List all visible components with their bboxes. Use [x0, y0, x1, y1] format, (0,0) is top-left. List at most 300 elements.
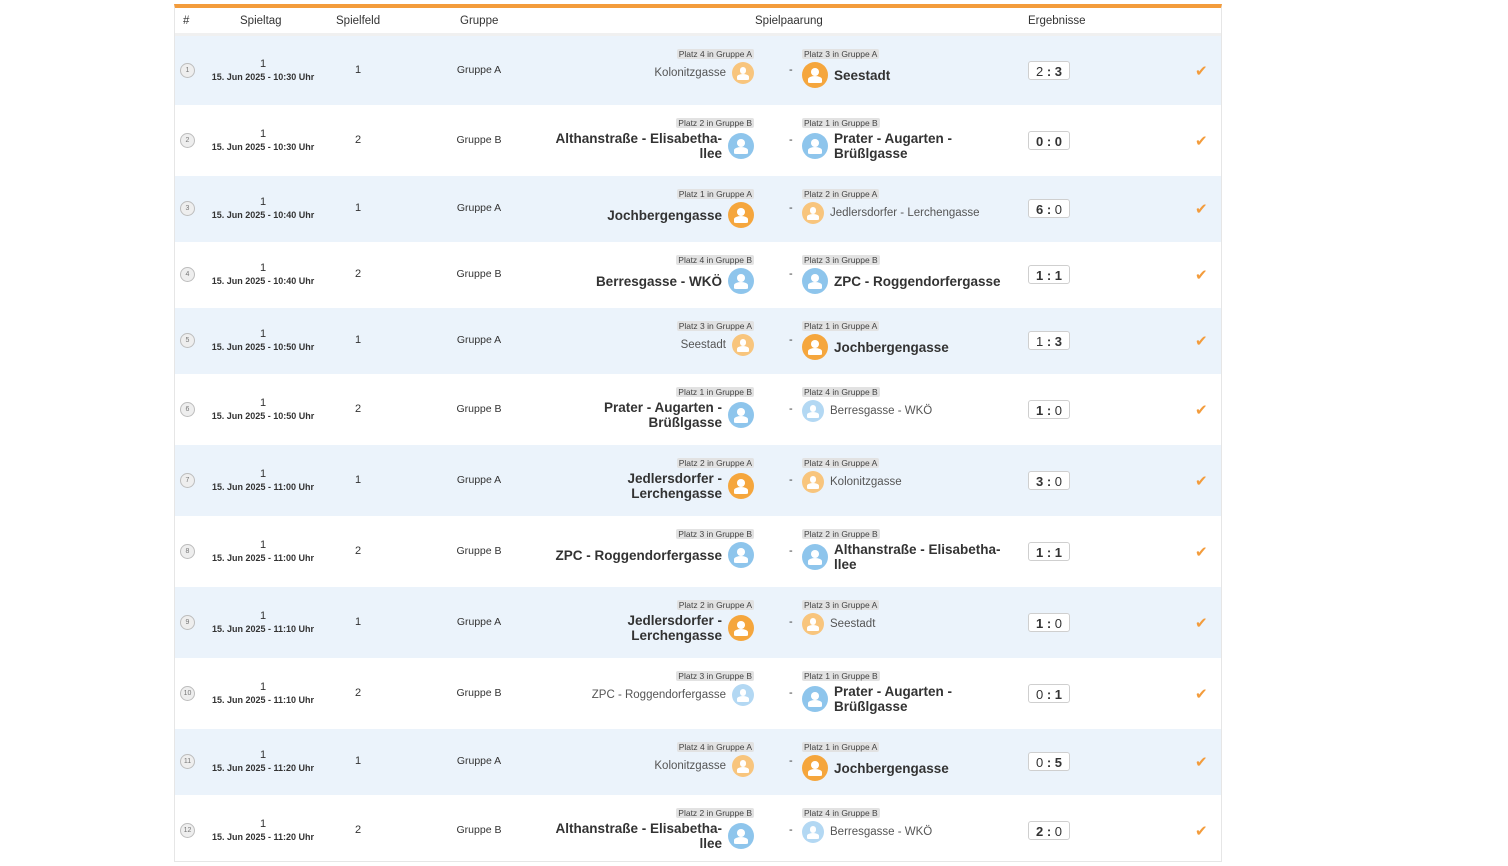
team-name[interactable]: Jedlersdorfer - Lerchengasse [627, 613, 722, 643]
match-date: 15. Jun 2025 - 11:10 Uhr [211, 623, 315, 634]
avatar-body-shape [807, 625, 819, 631]
placement-badge: Platz 1 in Gruppe B [678, 387, 752, 397]
team-name[interactable]: ZPC - Roggendorfergasse [591, 688, 726, 701]
match-day-cell [203, 538, 323, 564]
avatar-body-shape [808, 558, 823, 565]
match-number-badge: 4 [180, 267, 195, 282]
placement-badge: Platz 2 in Gruppe A [678, 458, 752, 468]
placement-badge: Platz 4 in Gruppe B [678, 255, 752, 265]
avatar-head-shape [811, 550, 819, 558]
placement-badge: Platz 1 in Gruppe B [804, 118, 878, 128]
match-field: 1 [354, 755, 362, 767]
table-row[interactable] [175, 658, 1221, 729]
placement-badge: Platz 4 in Gruppe B [804, 808, 878, 818]
score-home: 2 [1035, 63, 1044, 79]
match-field: 1 [354, 615, 362, 628]
match-date: 15. Jun 2025 - 10:30 Uhr [211, 141, 315, 152]
table-row[interactable] [175, 516, 1221, 587]
team-name[interactable]: Berresgasse - WKÖ [830, 404, 933, 417]
placement-badge: Platz 2 in Gruppe B [678, 808, 752, 818]
home-team[interactable] [547, 808, 754, 851]
home-team[interactable] [654, 742, 754, 777]
home-team[interactable] [547, 600, 754, 643]
score-away: 3 [1054, 334, 1063, 349]
match-date: 15. Jun 2025 - 11:20 Uhr [211, 763, 315, 773]
avatar-body-shape [734, 416, 749, 423]
avatar-head-shape [737, 139, 745, 147]
placement-badge: Platz 1 in Gruppe B [804, 671, 878, 681]
table-row[interactable] [175, 176, 1221, 242]
placement-badge: Platz 1 in Gruppe A [678, 189, 752, 199]
match-day-cell [203, 680, 323, 706]
away-team-line [802, 334, 949, 360]
match-field: 2 [354, 133, 362, 146]
home-team-line [681, 334, 754, 356]
score-colon: : [1043, 686, 1055, 702]
match-group: Gruppe A [456, 63, 502, 76]
match-group: Gruppe A [456, 334, 502, 346]
team-avatar-icon [728, 542, 754, 568]
match-number-badge: 7 [180, 473, 195, 488]
placement-badge: Platz 3 in Gruppe A [678, 321, 752, 331]
home-team-line [547, 542, 754, 568]
score-home: 1 [1035, 268, 1044, 283]
vs-separator: - [789, 202, 793, 214]
score-box[interactable] [1028, 400, 1070, 419]
match-day-cell [203, 327, 323, 353]
match-date: 15. Jun 2025 - 11:00 Uhr [211, 552, 315, 563]
home-team-line [607, 202, 754, 228]
home-team[interactable] [596, 255, 754, 294]
team-name[interactable]: Prater - Augarten - Brüßlgasse [834, 131, 953, 161]
placement-badge: Platz 2 in Gruppe B [678, 118, 752, 128]
match-day: 1 [259, 538, 267, 551]
score-home: 0 [1035, 133, 1044, 149]
confirmed-check-icon: ✔ [1195, 543, 1208, 561]
team-name[interactable]: Jedlersdorfer - Lerchengasse [627, 471, 722, 501]
match-group: Gruppe A [456, 755, 502, 767]
confirmed-check-icon: ✔ [1195, 754, 1208, 771]
header-spielpaarung[interactable]: Spielpaarung [755, 15, 823, 27]
team-avatar-icon [802, 821, 824, 843]
avatar-body-shape [808, 769, 823, 776]
team-avatar-icon [802, 544, 828, 570]
home-team-line [547, 400, 754, 430]
score-colon: : [1043, 133, 1055, 149]
avatar-head-shape [737, 274, 745, 282]
away-team-line [802, 542, 1009, 572]
avatar-body-shape [808, 147, 823, 154]
table-header [175, 8, 1221, 36]
away-team-line [802, 400, 932, 422]
avatar-head-shape [811, 274, 819, 282]
away-team-line [802, 62, 890, 88]
match-field: 2 [354, 686, 362, 699]
avatar-head-shape [810, 207, 817, 214]
vs-separator: - [789, 334, 793, 346]
match-day-cell [203, 396, 323, 422]
match-day: 1 [259, 749, 267, 761]
match-group: Gruppe B [456, 402, 502, 415]
away-team[interactable] [802, 189, 980, 224]
avatar-body-shape [734, 147, 749, 154]
vs-separator: - [789, 402, 793, 415]
match-number-badge: 2 [180, 133, 195, 148]
placement-badge: Platz 2 in Gruppe A [804, 189, 878, 199]
team-name[interactable]: Berresgasse - WKÖ [595, 273, 722, 289]
score-colon: : [1043, 544, 1055, 560]
avatar-body-shape [734, 629, 749, 636]
away-team[interactable] [802, 255, 1009, 294]
avatar-head-shape [740, 689, 747, 696]
home-team-line [592, 684, 754, 706]
avatar-head-shape [737, 548, 745, 556]
team-avatar-icon [802, 400, 824, 422]
score-away: 0 [1054, 202, 1063, 217]
table-row[interactable] [175, 587, 1221, 658]
placement-badge: Platz 1 in Gruppe A [804, 321, 878, 331]
score-colon: : [1043, 473, 1055, 489]
match-date: 15. Jun 2025 - 10:50 Uhr [211, 342, 315, 352]
away-team[interactable] [802, 49, 890, 88]
avatar-body-shape [808, 348, 823, 355]
score-box[interactable] [1028, 821, 1070, 840]
table-row[interactable] [175, 105, 1221, 176]
match-number-badge: 12 [180, 823, 195, 838]
vs-separator: - [789, 473, 793, 486]
home-team[interactable] [654, 49, 754, 84]
away-team-line [802, 268, 1009, 294]
score-box[interactable] [1028, 199, 1070, 218]
score-colon: : [1043, 755, 1055, 770]
placement-badge: Platz 3 in Gruppe B [678, 529, 752, 539]
home-team[interactable] [592, 671, 754, 706]
vs-separator: - [789, 268, 793, 280]
score-away: 5 [1054, 755, 1063, 770]
team-name[interactable]: Althanstraße - Elisabethallee [555, 131, 722, 161]
match-group: Gruppe A [456, 473, 502, 486]
away-team-line [802, 613, 875, 635]
avatar-head-shape [737, 621, 745, 629]
match-day-cell [203, 195, 323, 221]
vs-separator: - [789, 686, 793, 699]
team-avatar-icon [802, 62, 828, 88]
avatar-body-shape [734, 282, 749, 289]
avatar-head-shape [811, 68, 819, 76]
away-team[interactable] [802, 600, 879, 635]
team-name[interactable]: Berresgasse - WKÖ [830, 825, 933, 838]
home-team[interactable] [547, 387, 754, 430]
match-day: 1 [259, 817, 267, 830]
away-team-line [802, 202, 980, 224]
score-away: 1 [1054, 686, 1063, 702]
confirmed-check-icon: ✔ [1195, 822, 1208, 840]
team-avatar-icon [728, 268, 754, 294]
avatar-body-shape [737, 696, 749, 702]
score-home: 0 [1035, 755, 1044, 770]
header-spielfeld[interactable]: Spielfeld [336, 15, 381, 27]
home-team[interactable] [547, 458, 754, 501]
avatar-body-shape [808, 282, 823, 289]
avatar-body-shape [807, 214, 819, 220]
score-away: 0 [1054, 615, 1063, 631]
match-field: 1 [354, 473, 362, 486]
home-team[interactable] [547, 529, 754, 568]
placement-badge: Platz 4 in Gruppe A [804, 458, 878, 468]
score-home: 3 [1035, 473, 1044, 489]
score-box[interactable] [1028, 613, 1070, 632]
match-field: 2 [354, 402, 362, 415]
match-number-badge: 10 [180, 686, 195, 701]
placement-badge: Platz 2 in Gruppe B [804, 529, 878, 539]
team-avatar-icon [802, 202, 824, 224]
match-date: 15. Jun 2025 - 10:40 Uhr [211, 210, 315, 220]
home-team[interactable] [547, 118, 754, 161]
away-team[interactable] [802, 118, 1009, 161]
avatar-head-shape [811, 692, 819, 700]
team-avatar-icon [802, 686, 828, 712]
match-group: Gruppe B [456, 544, 502, 557]
score-home: 1 [1035, 615, 1044, 631]
score-home: 1 [1035, 544, 1044, 560]
score-colon: : [1043, 402, 1055, 418]
match-number-badge: 9 [180, 615, 195, 630]
table-row[interactable] [175, 374, 1221, 445]
table-row[interactable] [175, 445, 1221, 516]
match-day: 1 [259, 680, 267, 693]
avatar-head-shape [740, 67, 747, 74]
avatar-head-shape [810, 618, 817, 625]
header-num: # [183, 15, 190, 27]
away-team[interactable] [802, 387, 932, 422]
match-day-cell [203, 609, 323, 635]
away-team[interactable] [802, 458, 902, 493]
match-field: 1 [354, 334, 362, 346]
team-avatar-icon [802, 471, 824, 493]
header-ergebnisse[interactable]: Ergebnisse [1028, 15, 1086, 27]
team-avatar-icon [728, 473, 754, 499]
match-day: 1 [259, 262, 267, 274]
team-name[interactable]: Kolonitzgasse [654, 759, 726, 772]
table-row[interactable] [175, 795, 1221, 866]
home-team-line [547, 471, 754, 501]
score-home: 6 [1035, 202, 1044, 217]
table-row[interactable] [175, 308, 1221, 374]
match-date: 15. Jun 2025 - 11:00 Uhr [211, 481, 315, 492]
home-team[interactable] [607, 189, 754, 228]
header-spieltag[interactable]: Spieltag [240, 15, 282, 27]
away-team[interactable] [802, 808, 932, 843]
team-avatar-icon [728, 615, 754, 641]
match-day-cell [203, 748, 323, 774]
team-avatar-icon [732, 684, 754, 706]
match-day: 1 [259, 467, 267, 480]
score-home: 1 [1035, 334, 1044, 349]
vs-separator: - [789, 544, 793, 557]
home-team-line [596, 268, 754, 294]
match-number-badge: 5 [180, 333, 195, 348]
placement-badge: Platz 3 in Gruppe B [804, 255, 878, 265]
placement-badge: Platz 2 in Gruppe A [678, 600, 752, 610]
home-team-line [654, 62, 754, 84]
avatar-body-shape [807, 412, 819, 418]
score-away: 1 [1054, 268, 1063, 283]
home-team-line [654, 755, 754, 777]
team-name[interactable]: Althanstraße - Elisabethallee [834, 542, 1001, 572]
team-name[interactable]: Kolonitzgasse [830, 475, 902, 488]
match-date: 15. Jun 2025 - 11:20 Uhr [211, 831, 315, 842]
confirmed-check-icon: ✔ [1195, 267, 1208, 284]
score-box[interactable] [1028, 131, 1070, 150]
avatar-head-shape [737, 829, 745, 837]
team-name[interactable]: Kolonitzgasse [654, 66, 726, 79]
team-name[interactable]: Jedlersdorfer - Lerchengasse [830, 206, 980, 219]
confirmed-check-icon: ✔ [1195, 614, 1208, 632]
avatar-body-shape [808, 76, 823, 83]
table-row[interactable] [175, 36, 1221, 105]
avatar-head-shape [810, 826, 817, 833]
score-box[interactable] [1028, 684, 1070, 703]
away-team-line [802, 821, 932, 843]
confirmed-check-icon: ✔ [1195, 401, 1208, 419]
team-avatar-icon [802, 334, 828, 360]
score-box[interactable] [1028, 265, 1070, 284]
avatar-head-shape [810, 405, 817, 412]
confirmed-check-icon: ✔ [1195, 132, 1208, 150]
match-day: 1 [259, 328, 267, 340]
score-away: 3 [1054, 63, 1063, 79]
score-box[interactable] [1028, 542, 1070, 561]
table-row[interactable] [175, 729, 1221, 795]
match-day: 1 [259, 196, 267, 208]
avatar-head-shape [737, 408, 745, 416]
score-box[interactable] [1028, 471, 1070, 490]
confirmed-check-icon: ✔ [1195, 685, 1208, 703]
match-day: 1 [259, 127, 267, 140]
vs-separator: - [789, 755, 793, 767]
away-team[interactable] [802, 671, 1009, 714]
match-field: 2 [354, 544, 362, 557]
team-avatar-icon [802, 755, 828, 781]
avatar-head-shape [737, 208, 745, 216]
home-team[interactable] [677, 321, 754, 356]
team-name[interactable]: Althanstraße - Elisabethallee [555, 821, 722, 851]
confirmed-check-icon: ✔ [1195, 201, 1208, 218]
team-avatar-icon [728, 823, 754, 849]
avatar-body-shape [734, 837, 749, 844]
team-avatar-icon [728, 202, 754, 228]
match-group: Gruppe B [456, 268, 502, 280]
team-name[interactable]: Jochbergengasse [834, 760, 949, 776]
team-name[interactable]: Seestadt [834, 67, 891, 83]
team-avatar-icon [802, 133, 828, 159]
match-field: 2 [354, 268, 362, 280]
match-day-cell [203, 817, 323, 843]
score-away: 0 [1054, 473, 1063, 489]
match-group: Gruppe B [456, 823, 502, 836]
avatar-body-shape [808, 700, 823, 707]
avatar-head-shape [810, 476, 817, 483]
avatar-body-shape [737, 346, 749, 352]
score-box[interactable] [1028, 752, 1070, 771]
vs-separator: - [789, 823, 793, 836]
confirmed-check-icon: ✔ [1195, 333, 1208, 350]
match-day: 1 [259, 396, 267, 409]
away-team[interactable] [802, 529, 1009, 572]
score-away: 0 [1054, 823, 1063, 839]
avatar-body-shape [734, 487, 749, 494]
vs-separator: - [789, 133, 793, 146]
away-team[interactable] [802, 742, 949, 781]
placement-badge: Platz 4 in Gruppe A [678, 742, 752, 752]
avatar-body-shape [807, 483, 819, 489]
match-date: 15. Jun 2025 - 10:40 Uhr [211, 276, 315, 286]
vs-separator: - [789, 63, 793, 76]
score-colon: : [1043, 63, 1055, 79]
header-gruppe[interactable]: Gruppe [460, 15, 499, 27]
avatar-head-shape [811, 340, 819, 348]
avatar-head-shape [811, 139, 819, 147]
team-name[interactable]: Jochbergengasse [607, 207, 722, 223]
avatar-head-shape [740, 339, 747, 346]
score-home: 1 [1035, 402, 1044, 418]
score-home: 0 [1035, 686, 1044, 702]
score-box[interactable] [1028, 61, 1070, 80]
score-colon: : [1043, 268, 1055, 283]
team-avatar-icon [728, 402, 754, 428]
match-schedule-table [174, 4, 1222, 862]
away-team[interactable] [802, 321, 949, 360]
placement-badge: Platz 3 in Gruppe B [678, 671, 752, 681]
match-day-cell [203, 467, 323, 493]
placement-badge: Platz 3 in Gruppe A [804, 49, 878, 59]
team-name[interactable]: ZPC - Roggendorfergasse [834, 273, 1001, 289]
avatar-body-shape [734, 216, 749, 223]
table-row[interactable] [175, 242, 1221, 308]
away-team-line [802, 755, 949, 781]
score-colon: : [1043, 202, 1055, 217]
placement-badge: Platz 3 in Gruppe A [804, 600, 878, 610]
team-name[interactable]: ZPC - Roggendorfergasse [555, 547, 722, 563]
score-colon: : [1043, 334, 1055, 349]
match-number-badge: 1 [180, 63, 195, 78]
team-avatar-icon [802, 613, 824, 635]
away-team-line [802, 684, 1009, 714]
match-field: 1 [354, 63, 362, 76]
confirmed-check-icon: ✔ [1195, 472, 1208, 490]
team-name[interactable]: Prater - Augarten - Brüßlgasse [603, 400, 722, 430]
avatar-head-shape [740, 760, 747, 767]
placement-badge: Platz 4 in Gruppe B [804, 387, 878, 397]
match-number-badge: 3 [180, 201, 195, 216]
avatar-body-shape [807, 833, 819, 839]
team-name[interactable]: Seestadt [680, 338, 726, 351]
score-away: 0 [1054, 133, 1063, 149]
team-name[interactable]: Jochbergengasse [834, 339, 949, 355]
avatar-body-shape [737, 74, 749, 80]
score-box[interactable] [1028, 331, 1070, 350]
home-team-line [547, 821, 754, 851]
placement-badge: Platz 1 in Gruppe A [804, 742, 878, 752]
team-name[interactable]: Seestadt [830, 617, 876, 630]
avatar-body-shape [734, 556, 749, 563]
team-name[interactable]: Prater - Augarten - Brüßlgasse [834, 684, 953, 714]
avatar-head-shape [811, 761, 819, 769]
avatar-body-shape [737, 767, 749, 773]
away-team-line [802, 471, 902, 493]
match-group: Gruppe A [456, 615, 502, 628]
team-avatar-icon [802, 268, 828, 294]
